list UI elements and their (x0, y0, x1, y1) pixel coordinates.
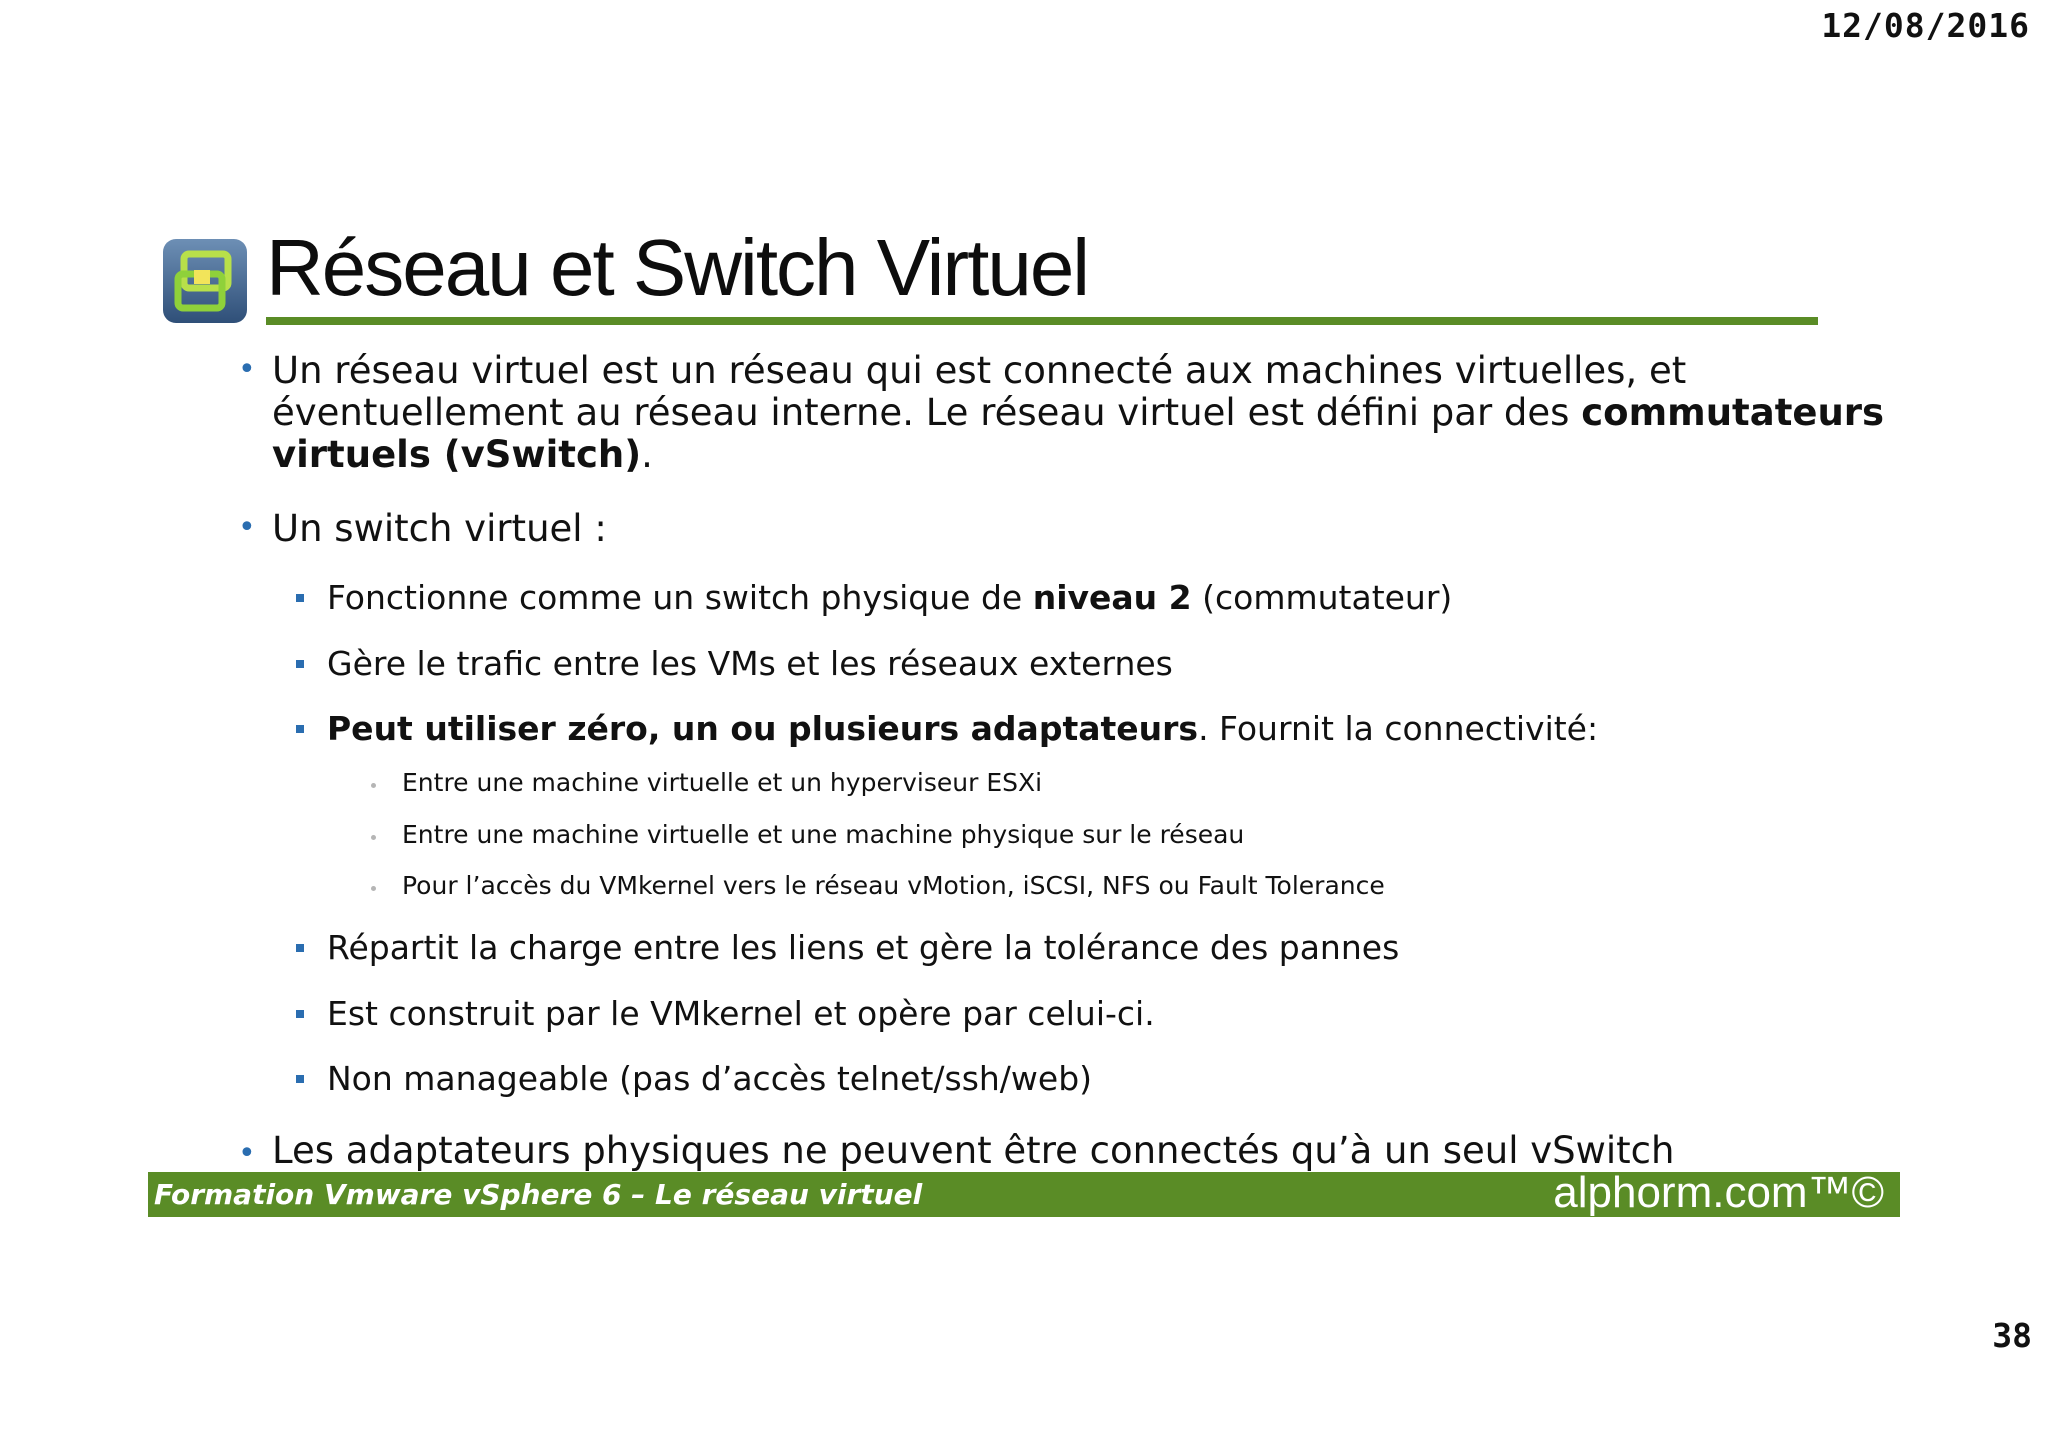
bullet-switch-virtuel: Un switch virtuel : (272, 507, 607, 550)
sub-bullet-niveau-2: Fonctionne comme un switch physique de niveau 2 (commutateur) (327, 578, 1453, 617)
sub-bullet-square-icon (296, 944, 304, 952)
sub-sub-bullet-machine-physique: Entre une machine virtuelle et une machine physique sur le réseau (402, 820, 1245, 849)
bullet-dot-icon: • (238, 352, 256, 387)
bullet-network-definition (272, 350, 1884, 476)
vmware-vsphere-logo-icon (162, 238, 248, 324)
bullet-line: Un réseau virtuel est un réseau qui est connecté aux machines virtuelles, et (272, 349, 1687, 392)
footer-brand: alphorm.com™© (1553, 1168, 1884, 1217)
sub-bullet-trafic: Gère le trafic entre les VMs et les réseaux externes (327, 644, 1173, 683)
sub-bullet-repartit: Répartit la charge entre les liens et gère la tolérance des pannes (327, 928, 1400, 967)
sub-bullet-square-icon (296, 1075, 304, 1083)
sub-bullet-construit: Est construit par le VMkernel et opère par celui-ci. (327, 994, 1155, 1033)
footer-course-title: Formation Vmware vSphere 6 – Le réseau virtuel (154, 1178, 923, 1211)
bullet-adaptateurs-physiques: Les adaptateurs physiques ne peuvent être connectés qu’à un seul vSwitch (272, 1129, 1675, 1172)
sub-bullet-square-icon (296, 725, 304, 733)
bullet-dot-icon: • (238, 1136, 256, 1171)
title-underline (266, 317, 1818, 325)
sub-sub-bullet-hyperviseur: Entre une machine virtuelle et un hyperviseur ESXi (402, 768, 1043, 797)
sub-bullet-non-manageable: Non manageable (pas d’accès telnet/ssh/web) (327, 1059, 1093, 1098)
bullet-dot-icon: • (238, 510, 256, 545)
sub-bullet-adaptateurs: Peut utiliser zéro, un ou plusieurs adaptateurs. Fournit la connectivité: (327, 709, 1599, 748)
footer-bar (148, 1168, 1900, 1217)
sub-bullet-square-icon (296, 660, 304, 668)
sub-bullet-square-icon (296, 1010, 304, 1018)
bullet-line: éventuellement au réseau interne. Le réseau virtuel est défini par des commutateurs (272, 391, 1885, 434)
slide-title: Réseau et Switch Virtuel (266, 223, 1089, 312)
sub-sub-bullet-dot-icon (371, 783, 376, 788)
slide-date: 12/08/2016 (1821, 6, 2030, 45)
sub-sub-bullet-dot-icon (371, 835, 376, 840)
page-number: 38 (1992, 1316, 2032, 1355)
sub-sub-bullet-vmkernel: Pour l’accès du VMkernel vers le réseau vMotion, iSCSI, NFS ou Fault Tolerance (402, 871, 1385, 900)
sub-bullet-square-icon (296, 594, 304, 602)
bullet-line: virtuels (vSwitch). (272, 433, 653, 476)
sub-sub-bullet-dot-icon (371, 886, 376, 891)
